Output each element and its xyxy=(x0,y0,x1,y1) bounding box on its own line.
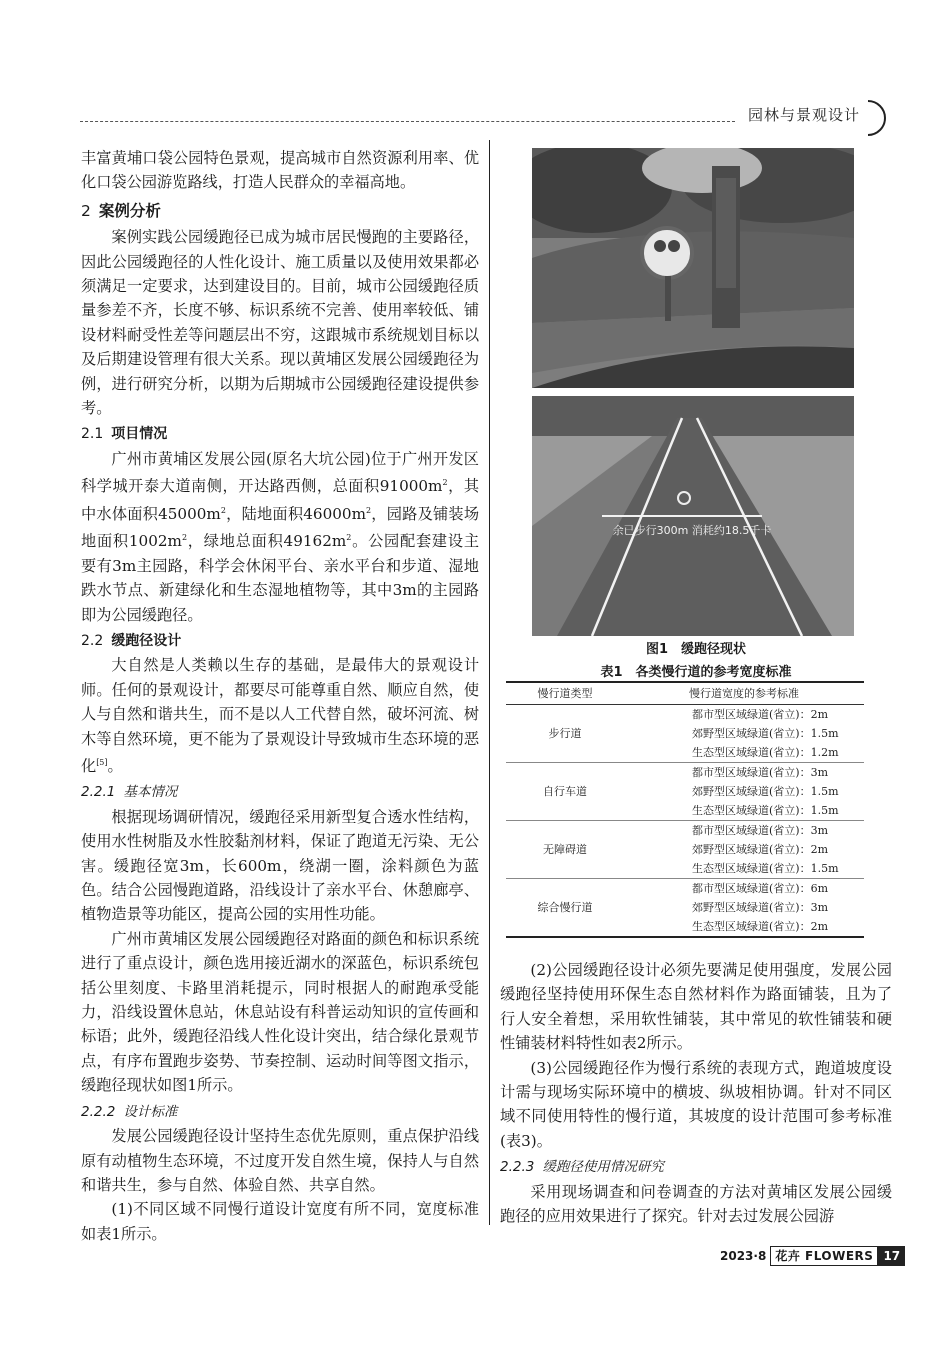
paragraph: 案例实践公园缓跑径已成为城市居民慢跑的主要路径，因此公园缓跑径的人性化设计、施工质量以及使用效果都必须满足一定要求，达到建设目的。目前，城市公园缓跑径质量参差不齐，长度不够、标识系统不完善、使用率较低、铺设材料耐受性差等问题层出不穷，这跟城市系统规划目标以及后期建设管理有很大关系。现以黄埔区发展公园缓跑径为例，进行研究分析，以期为后期城市公园缓跑径建设提供参考。 xyxy=(81,228,479,418)
section-heading: 2 案例分析 xyxy=(81,201,161,220)
figure-caption: 图1 缓跑径现状 xyxy=(645,642,747,657)
column-header: 慢行道宽度的参考标准 xyxy=(624,682,864,705)
citation: [5] xyxy=(96,757,108,767)
column-header: 慢行道类型 xyxy=(506,682,624,705)
issue-label: 2023·8 xyxy=(720,1249,767,1263)
table-row: 步行道 都市型区域绿道(省立)：2m xyxy=(506,705,864,725)
photo-trail-sign xyxy=(532,148,854,388)
table-row: 无障碍道 都市型区域绿道(省立)：3m xyxy=(506,821,864,841)
table-caption: 表1 各类慢行道的参考宽度标准 xyxy=(600,665,792,680)
paragraph: 发展公园缓跑径设计坚持生态优先原则，重点保护沿线原有动植物生态环境，不过度开发自然生境，保持人与自然和谐共生，参与自然、体验自然、共享自然。 xyxy=(81,1127,479,1194)
path-type: 无障碍道 xyxy=(506,821,624,879)
right-column-text xyxy=(500,958,892,1228)
table-row: 生态型区域绿道(省立)：1.5m xyxy=(506,801,864,821)
subsubsection-heading: 2.2.3 缓跑径使用情况研究 xyxy=(500,1159,664,1176)
width-standard-table xyxy=(506,681,864,938)
photo-running-path xyxy=(532,396,854,636)
path-sign-text: 余已步行300m 消耗约18.5千卡 xyxy=(612,524,772,537)
path-type: 自行车道 xyxy=(506,763,624,821)
section-name: 园林与景观设计 xyxy=(748,106,861,124)
paragraph: (1)不同区域不同慢行道设计宽度有所不同，宽度标准如表1所示。 xyxy=(81,1200,479,1243)
path-type: 步行道 xyxy=(506,705,624,763)
subsubsection-heading: 2.2.2 设计标准 xyxy=(81,1103,178,1120)
subsection-heading: 2.2 缓跑径设计 xyxy=(81,632,182,649)
path-type: 综合慢行道 xyxy=(506,879,624,938)
table-header-row xyxy=(506,682,864,705)
page-footer xyxy=(720,1246,905,1266)
table-row: 综合慢行道 都市型区域绿道(省立)：6m xyxy=(506,879,864,899)
table-row: 郊野型区域绿道(省立)：1.5m xyxy=(692,727,839,740)
table-row: 生态型区域绿道(省立)：1.5m xyxy=(506,859,864,879)
paragraph: 大自然是人类赖以生存的基础，是最伟大的景观设计师。任何的景观设计，都要尽可能尊重自然、顺应自然，使人与自然和谐共生，而不是以人工代替自然，破坏河流、树木等自然环境，更不能为了景观设计导致城市生态环境的恶化[5]。 xyxy=(81,656,479,775)
paragraph: 采用现场调查和问卷调查的方法对黄埔区发展公园缓跑径的应用效果进行了探究。针对去过发展公园游 xyxy=(500,1182,892,1226)
header-arc-icon xyxy=(864,98,894,138)
header-dashed-rule xyxy=(80,121,735,122)
table-row: 郊野型区域绿道(省立)：2m xyxy=(692,843,829,856)
paragraph: 丰富黄埔口袋公园特色景观，提高城市自然资源利用率、优化口袋公园游览路线，打造人民群众的幸福高地。 xyxy=(81,149,479,192)
table-row: 生态型区域绿道(省立)：1.2m xyxy=(506,743,864,763)
left-column xyxy=(81,146,479,1246)
subsubsection-heading: 2.2.1 基本情况 xyxy=(81,784,178,801)
table-row: 郊野型区域绿道(省立)：3m xyxy=(692,901,829,914)
paragraph: (2)公园缓跑径设计必须先要满足使用强度，发展公园缓跑径坚持使用环保生态自然材料作为路面铺装，且为了行人安全着想，采用软性铺装，其中常见的软性铺装和硬性铺装材料特性如表2所示。 xyxy=(500,961,892,1053)
paragraph: (3)公园缓跑径作为慢行系统的表现方式，跑道坡度设计需与现场实际环境中的横坡、纵坡相协调。针对不同区域不同使用特性的慢行道，其坡度的设计范围可参考标准(表3)。 xyxy=(500,1058,892,1150)
magazine-name: 花卉 FLOWERS xyxy=(770,1246,878,1266)
paragraph: 广州市黄埔区发展公园(原名大坑公园)位于广州开发区科学城开泰大道南侧，开达路西侧，总面积$91000m^2$，其中水体面积$45000m^2$，陆地面积$46000m^2$，园路及铺装场地面积$1002m^2$，绿地总面积$49162m^2$。公园配套建设主要有3m主园路，科学会休闲平台、亲水平台和步道、湿地跌水节点、新建绿化和生态湿地植物等，其中3m的主园路即为公园缓跑径。 xyxy=(81,449,480,624)
column-divider xyxy=(489,140,490,1225)
table-row: 郊野型区域绿道(省立)：1.5m xyxy=(692,785,839,798)
paragraph: 广州市黄埔区发展公园缓跑径对路面的颜色和标识系统进行了重点设计，颜色选用接近湖水的深蓝色，标识系统包括公里刻度、卡路里消耗提示，同时根据人的耐跑承受能力，沿线设置休息站，休息站设有科普运动知识的宣传画和标语；此外，缓跑径沿线人性化设计突出，结合绿化景观节点，有序布置跑步姿势、节奏控制、运动时间等图文指示，缓跑径现状如图1所示。 xyxy=(81,929,479,1095)
table-row: 自行车道 都市型区域绿道(省立)：3m xyxy=(506,763,864,783)
table-row: 生态型区域绿道(省立)：2m xyxy=(506,917,864,937)
page-number: 17 xyxy=(878,1246,905,1266)
subsection-heading: 2.1 项目情况 xyxy=(81,426,168,443)
paragraph: 根据现场调研情况，缓跑径采用新型复合透水性结构，使用水性树脂及水性胶黏剂材料，保证了跑道无污染、无公害。缓跑径宽3m，长600m，绕湖一圈，涂料颜色为蓝色。结合公园慢跑道路，沿线设计了亲水平台、休憩廊亭、植物造景等功能区，提高公园的实用性功能。 xyxy=(81,807,479,924)
